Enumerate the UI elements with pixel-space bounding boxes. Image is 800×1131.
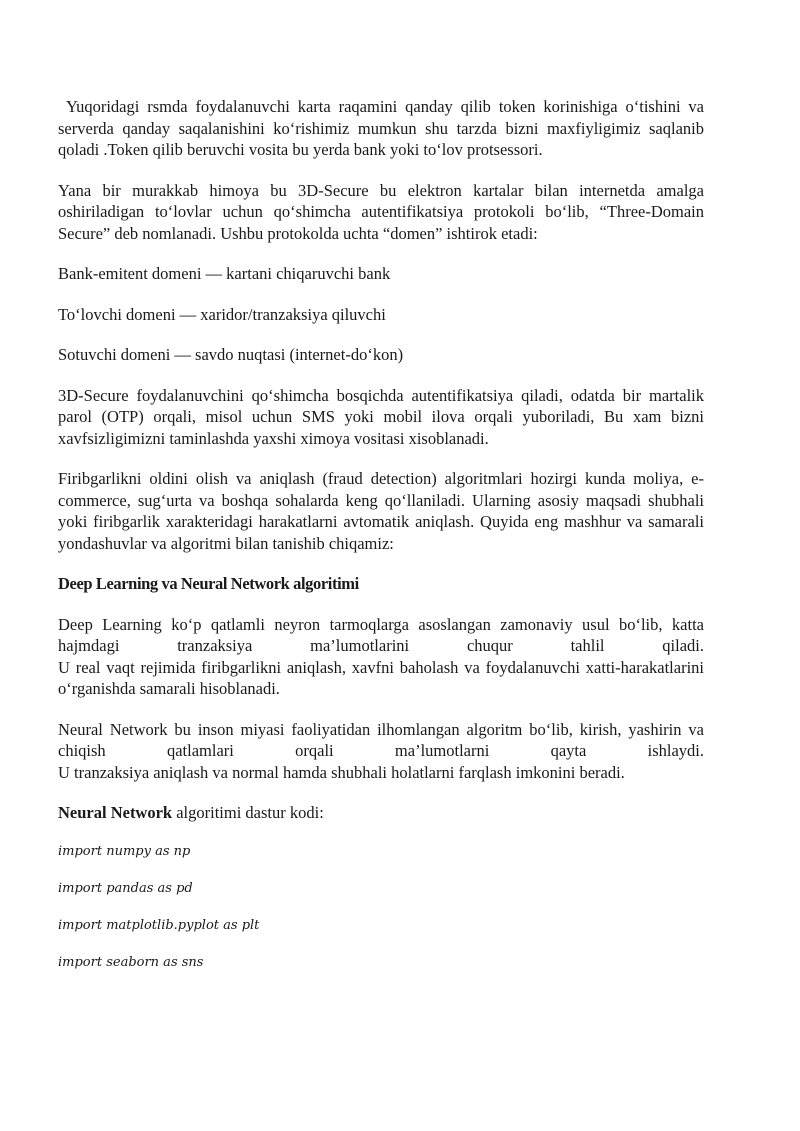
paragraph-deep-learning (58, 614, 704, 700)
paragraph-neural-network-line1: Neural Network bu inson miyasi faoliyatidan ilhomlangan algoritm bo‘lib, kirish, yashirin va chiqish qatlamlari orqali ma’lumotlarni qayta ishlaydi. (58, 719, 704, 760)
paragraph-otp: 3D-Secure foydalanuvchini qo‘shimcha bosqichda autentifikatsiya qiladi, odatda bir martalik parol (OTP) orqali, misol uchun SMS yoki mobil ilova orqali yuboriladi, Bu xam bizni xavfsizligimizni taminlashda yaxshi ximoya vositasi xisoblanadi. (58, 385, 704, 448)
domain-item-bank: Bank-emitent domeni — kartani chiqaruvchi bank (58, 264, 391, 283)
document-page (58, 96, 704, 991)
paragraph-fraud-detection: Firibgarlikni oldini olish va aniqlash (fraud detection) algoritmlari hozirgi kunda moliya, e-commerce, sug‘urta va boshqa sohalarda keng qo‘llaniladi. Ularning asosiy maqsadi shubhali yoki firibgarlik xarakteridagi harakatlarni avtomatik aniqlash. Quyida eng mashhur va samarali yondashuvlar va algoritmi bilan tanishib chiqamiz: (58, 469, 704, 553)
code-line: import matplotlib.pyplot as plt (58, 917, 260, 933)
paragraph-3d-secure: Yana bir murakkab himoya bu 3D-Secure bu elektron kartalar bilan internetda amalga oshiriladigan to‘lovlar uchun qo‘shimcha autentifikatsiya protokoli bo‘lib, “Three-Domain Secure” deb nomlanadi. Ushbu protokolda uchta “domen” ishtirok etadi: (58, 180, 704, 243)
paragraph-tokenization: Yuqoridagi rsmda foydalanuvchi karta raqamini qanday qilib token korinishiga o‘tishini va serverda qanday saqalanishini ko‘rishimiz mumkun shu tarzda bizni maxfiyligimiz saqlanib qoladi .Token qilib beruvchi vosita bu yerda bank yoki to‘lov protsessori. (58, 97, 704, 159)
code-line: import pandas as pd (58, 880, 193, 896)
code-intro-bold: Neural Network (58, 803, 173, 822)
section-heading: Deep Learning va Neural Network algoritimi (58, 574, 359, 593)
code-line: import numpy as np (58, 843, 191, 859)
domain-item-seller: Sotuvchi domeni — savdo nuqtasi (internet-do‘kon) (58, 345, 404, 364)
code-line: import seaborn as sns (58, 954, 204, 970)
paragraph-neural-network (58, 719, 704, 784)
domain-item-payer: To‘lovchi domeni — xaridor/tranzaksiya qiluvchi (58, 304, 386, 324)
code-intro-text: algoritimi dastur kodi: (172, 803, 324, 822)
paragraph-deep-learning-line2: U real vaqt rejimida firibgarlikni aniqlash, xavfni baholash va foydalanuvchi xatti-harakatlarini o‘rganishda samarali hisoblanadi. (58, 657, 704, 698)
code-intro (58, 802, 704, 824)
paragraph-neural-network-line2: U tranzaksiya aniqlash va normal hamda shubhali holatlarni farqlash imkonini beradi. (58, 762, 625, 782)
paragraph-deep-learning-line1: Deep Learning ko‘p qatlamli neyron tarmoqlarga asoslangan zamonaviy usul bo‘lib, katta hajmdagi tranzaksiya ma’lumotlarini chuqur tahlil qiladi. (58, 614, 704, 655)
